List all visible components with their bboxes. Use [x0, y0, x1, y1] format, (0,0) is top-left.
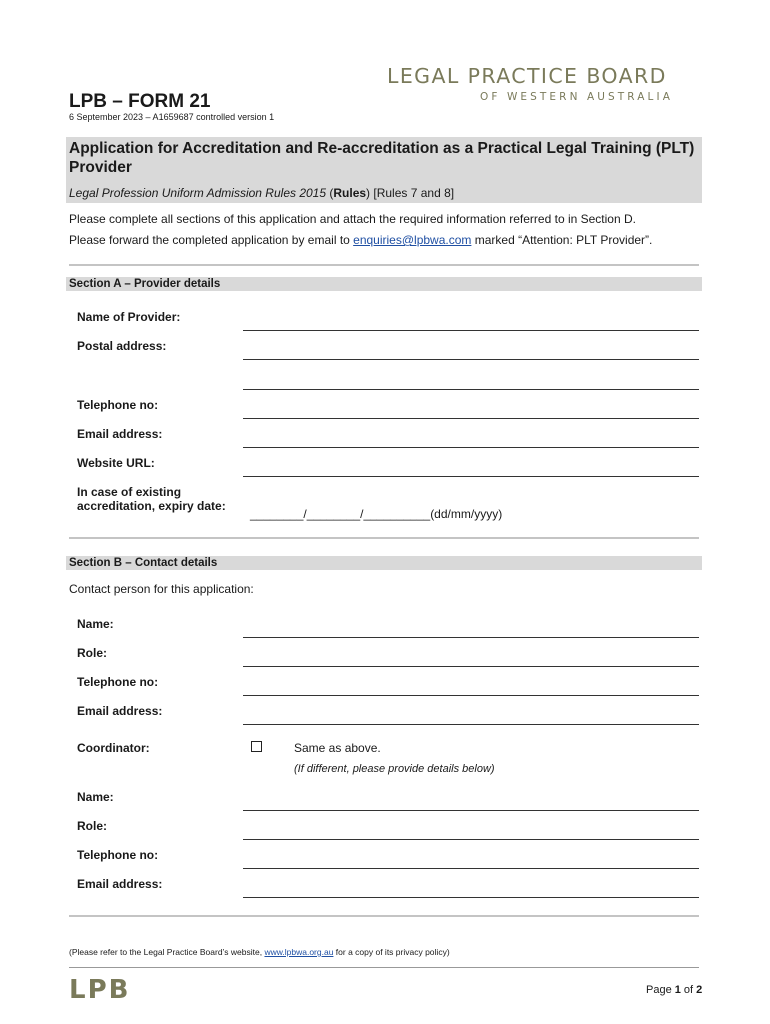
contact-role-field[interactable]: [243, 666, 699, 667]
label-telephone: Telephone no:: [77, 398, 159, 412]
intro-line-2: [69, 233, 652, 247]
provider-name-field[interactable]: [243, 330, 699, 331]
rules-italic: Legal Profession Uniform Admission Rules 2015: [69, 186, 327, 200]
contact-intro: Contact person for this application:: [69, 582, 254, 596]
telephone-field[interactable]: [243, 418, 699, 419]
email-link[interactable]: enquiries@lpbwa.com: [353, 233, 472, 247]
website-field[interactable]: [243, 476, 699, 477]
privacy-post: for a copy of its privacy policy): [333, 947, 450, 957]
rules-bold: Rules: [333, 186, 367, 200]
label-contact-role: Role:: [77, 646, 107, 660]
page-total: 2: [696, 984, 703, 996]
page-title: Application for Accreditation and Re-accreditation as a Practical Legal Training (PLT) Provider: [69, 140, 695, 176]
label-email: Email address:: [77, 427, 163, 441]
label-contact-name: Name:: [77, 617, 114, 631]
form-id: LPB – FORM 21: [69, 91, 211, 112]
same-as-above-checkbox[interactable]: [251, 741, 262, 752]
label-expiry-line-2: accreditation, expiry date:: [77, 499, 226, 513]
label-coordinator-email: Email address:: [77, 877, 163, 891]
coordinator-role-field[interactable]: [243, 839, 699, 840]
postal-address-field-1[interactable]: [243, 359, 699, 360]
lpb-logo: LPB: [69, 975, 131, 1005]
brand-subtitle: OF WESTERN AUSTRALIA: [480, 91, 673, 103]
privacy-note: [69, 947, 450, 957]
label-contact-telephone: Telephone no:: [77, 675, 159, 689]
divider: [69, 915, 699, 917]
postal-address-field-2[interactable]: [243, 389, 699, 390]
if-different-note: (If different, please provide details below): [294, 763, 495, 775]
intro-line-1: Please complete all sections of this application and attach the required information referred to in Section D.: [69, 212, 636, 226]
page-number: [646, 984, 702, 996]
label-coordinator: Coordinator:: [77, 741, 150, 755]
label-coordinator-name: Name:: [77, 790, 114, 804]
expiry-date-field[interactable]: ________/________/__________(dd/mm/yyyy): [250, 507, 503, 521]
page-current: 1: [674, 984, 681, 996]
intro-line-2-pre: Please forward the completed application by email to: [69, 233, 354, 247]
coordinator-name-field[interactable]: [243, 810, 699, 811]
rules-open: (: [326, 186, 334, 200]
coordinator-email-field[interactable]: [243, 897, 699, 898]
label-website: Website URL:: [77, 456, 155, 470]
divider: [69, 264, 699, 266]
section-a-heading: Section A – Provider details: [66, 277, 702, 291]
label-name-of-provider: Name of Provider:: [77, 310, 181, 324]
privacy-link[interactable]: www.lpbwa.org.au: [264, 947, 334, 957]
rules-reference: [69, 186, 454, 200]
label-coordinator-role: Role:: [77, 819, 107, 833]
contact-name-field[interactable]: [243, 637, 699, 638]
contact-telephone-field[interactable]: [243, 695, 699, 696]
label-postal-address: Postal address:: [77, 339, 167, 353]
form-version: 6 September 2023 – A1659687 controlled version 1: [69, 112, 275, 122]
email-field[interactable]: [243, 447, 699, 448]
divider: [69, 537, 699, 539]
same-as-above-label: Same as above.: [294, 741, 381, 755]
contact-email-field[interactable]: [243, 724, 699, 725]
page-mid: of: [680, 984, 697, 996]
label-coordinator-telephone: Telephone no:: [77, 848, 159, 862]
brand-title: LEGAL PRACTICE BOARD: [387, 64, 667, 88]
coordinator-telephone-field[interactable]: [243, 868, 699, 869]
rules-rest: ) [Rules 7 and 8]: [366, 186, 455, 200]
section-b-heading: Section B – Contact details: [66, 556, 702, 570]
label-contact-email: Email address:: [77, 704, 163, 718]
page-pre: Page: [646, 984, 675, 996]
intro-line-2-post: marked “Attention: PLT Provider”.: [471, 233, 653, 247]
footer-divider: [69, 967, 699, 968]
label-expiry-line-1: In case of existing: [77, 485, 182, 499]
privacy-pre: (Please refer to the Legal Practice Board’s website,: [69, 947, 265, 957]
